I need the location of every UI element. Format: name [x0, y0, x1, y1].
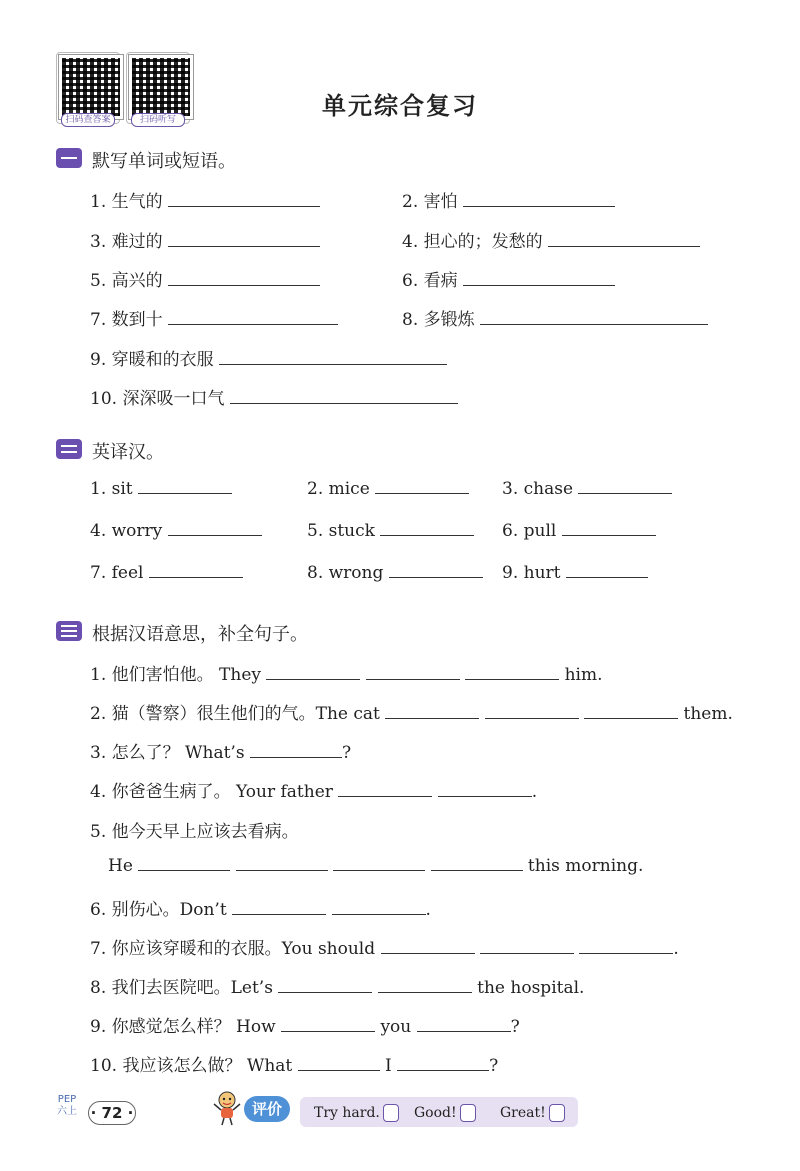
answer-blank[interactable] [578, 479, 672, 494]
section-2-title: 英译汉。 [92, 442, 164, 463]
s2-item-8: 8. wrong [307, 563, 483, 583]
answer-blank[interactable] [232, 900, 326, 915]
s2-item-6: 6. pull [502, 521, 656, 541]
mascot-icon [212, 1090, 242, 1126]
answer-blank[interactable] [584, 704, 678, 719]
answer-blank[interactable] [480, 310, 708, 325]
answer-blank[interactable] [465, 665, 559, 680]
evaluation-badge: 评价 [244, 1096, 290, 1122]
s1-item-4: 4. 担心的；发愁的 [402, 227, 700, 252]
answer-blank[interactable] [168, 521, 262, 536]
s1-item-1: 1. 生气的 [90, 187, 320, 212]
s3-item-10: 10. 我应该怎么做？ What I ? [90, 1056, 499, 1076]
answer-blank[interactable] [380, 521, 474, 536]
answer-blank[interactable] [168, 232, 320, 247]
answer-blank[interactable] [298, 1056, 380, 1071]
answer-blank[interactable] [566, 563, 648, 578]
answer-blank[interactable] [168, 310, 338, 325]
s3-item-7: 7. 你应该穿暖和的衣服。You should . [90, 939, 679, 959]
pep-grade-label [57, 1094, 77, 1118]
answer-blank[interactable] [230, 389, 458, 404]
s1-item-3: 3. 难过的 [90, 227, 320, 252]
answer-blank[interactable] [417, 1017, 511, 1032]
answer-blank[interactable] [149, 563, 243, 578]
answer-blank[interactable] [375, 479, 469, 494]
eval-option-good[interactable]: Good! [414, 1104, 476, 1122]
answer-blank[interactable] [250, 743, 342, 758]
answer-blank[interactable] [138, 856, 230, 871]
answer-blank[interactable] [266, 665, 360, 680]
answer-blank[interactable] [366, 665, 460, 680]
qr-label: 扫码听写 [131, 113, 185, 127]
eval-option-try-hard[interactable]: Try hard. [314, 1104, 399, 1122]
answer-blank[interactable] [332, 900, 426, 915]
s2-item-4: 4. worry [90, 521, 262, 541]
answer-blank[interactable] [338, 782, 432, 797]
pep-label: PEP [57, 1094, 77, 1105]
answer-blank[interactable] [397, 1056, 489, 1071]
page-title: 单元综合复习 [322, 92, 478, 120]
answer-blank[interactable] [463, 271, 615, 286]
s1-item-10: 10. 深深吸一口气 [90, 384, 458, 409]
checkbox[interactable] [383, 1104, 399, 1122]
answer-blank[interactable] [168, 271, 320, 286]
section-1-badge [56, 148, 82, 168]
section-2-badge [56, 439, 82, 459]
s2-item-7: 7. feel [90, 563, 243, 583]
answer-blank[interactable] [281, 1017, 375, 1032]
checkbox[interactable] [549, 1104, 565, 1122]
answer-blank[interactable] [138, 479, 232, 494]
qr-label: 扫码查答案 [61, 113, 115, 127]
s2-item-3: 3. chase [502, 479, 672, 499]
s2-item-1: 1. sit [90, 479, 232, 499]
answer-blank[interactable] [438, 782, 532, 797]
s2-item-5: 5. stuck [307, 521, 474, 541]
grade-label: 六上 [57, 1106, 77, 1117]
s3-item-5-answer: He this morning. [108, 856, 644, 876]
answer-blank[interactable] [278, 978, 372, 993]
answer-blank[interactable] [485, 704, 579, 719]
answer-blank[interactable] [431, 856, 523, 871]
s3-item-4: 4. 你爸爸生病了。 Your father . [90, 782, 538, 802]
answer-blank[interactable] [236, 856, 328, 871]
section-1-title: 默写单词或短语。 [92, 151, 236, 172]
s3-item-9: 9. 你感觉怎么样？ How you ? [90, 1017, 520, 1037]
answer-blank[interactable] [562, 521, 656, 536]
s3-item-5: 5. 他今天早上应该去看病。 [90, 822, 299, 842]
s1-item-2: 2. 害怕 [402, 187, 615, 212]
answer-blank[interactable] [385, 704, 479, 719]
checkbox[interactable] [460, 1104, 476, 1122]
s1-item-9: 9. 穿暖和的衣服 [90, 345, 447, 370]
s2-item-9: 9. hurt [502, 563, 648, 583]
answer-blank[interactable] [168, 192, 320, 207]
answer-blank[interactable] [333, 856, 425, 871]
answer-blank[interactable] [378, 978, 472, 993]
s1-item-6: 6. 看病 [402, 266, 615, 291]
page-number: · 72 · [88, 1101, 136, 1125]
section-3-title: 根据汉语意思，补全句子。 [92, 624, 308, 645]
s3-item-1: 1. 他们害怕他。 They him. [90, 665, 603, 685]
s1-item-7: 7. 数到十 [90, 305, 338, 330]
section-3-badge [56, 621, 82, 641]
answer-blank[interactable] [381, 939, 475, 954]
s3-item-8: 8. 我们去医院吧。Let’s the hospital. [90, 978, 585, 998]
s3-item-3: 3. 怎么了？ What’s ? [90, 743, 352, 763]
answer-blank[interactable] [219, 350, 447, 365]
answer-blank[interactable] [389, 563, 483, 578]
answer-blank[interactable] [480, 939, 574, 954]
s1-item-8: 8. 多锻炼 [402, 305, 708, 330]
answer-blank[interactable] [579, 939, 673, 954]
s3-item-2: 2. 猫（警察）很生他们的气。The cat them. [90, 704, 733, 724]
s3-item-6: 6. 别伤心。Don’t . [90, 900, 431, 920]
answer-blank[interactable] [463, 192, 615, 207]
s2-item-2: 2. mice [307, 479, 469, 499]
eval-option-great[interactable]: Great! [500, 1104, 565, 1122]
s1-item-5: 5. 高兴的 [90, 266, 320, 291]
answer-blank[interactable] [548, 232, 700, 247]
